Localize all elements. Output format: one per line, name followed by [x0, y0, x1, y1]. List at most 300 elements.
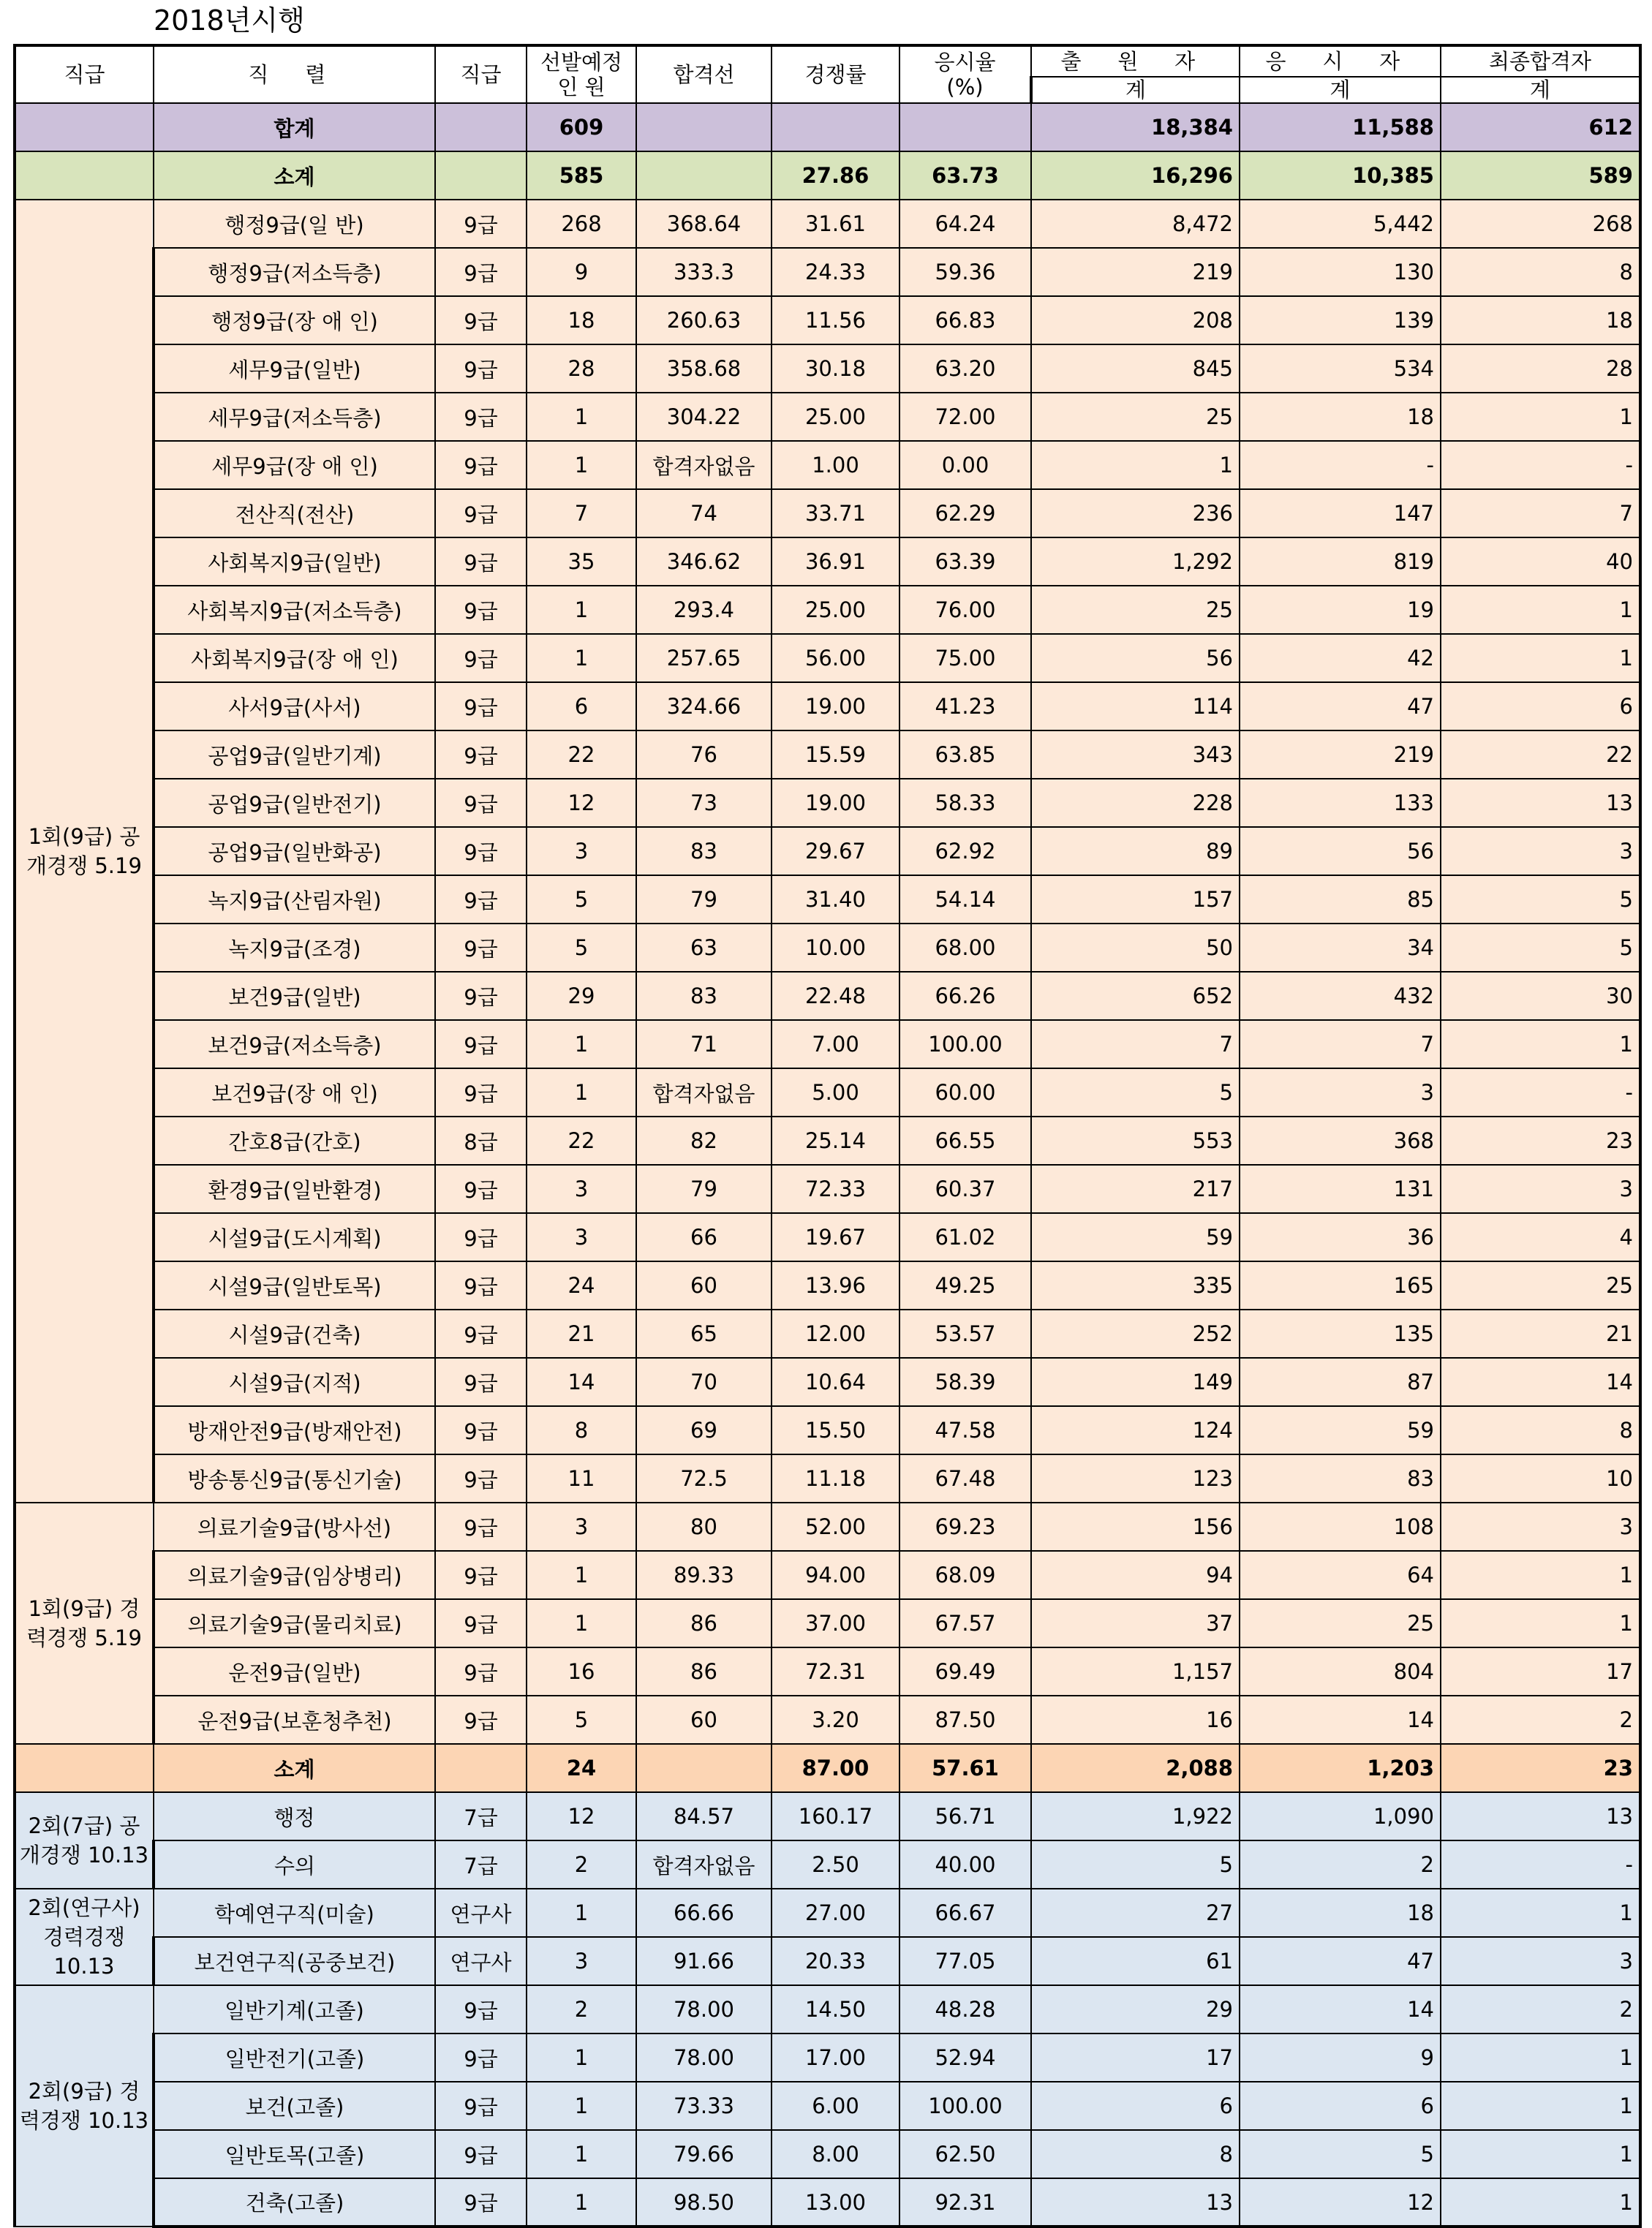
final-cell: 5 — [1441, 924, 1640, 972]
table-row — [15, 537, 1640, 586]
grade-cell: 9급 — [435, 972, 527, 1020]
applicants-cell: 27 — [1031, 1889, 1240, 1937]
planned-cell: 1 — [527, 1889, 636, 1937]
table-row — [15, 875, 1640, 924]
series-cell: 방재안전9급(방재안전) — [154, 1406, 435, 1454]
final-cell: - — [1441, 1068, 1640, 1117]
final-cell: 3 — [1441, 1937, 1640, 1985]
grade-cell: 연구사 — [435, 1889, 527, 1937]
planned-cell: 1 — [527, 1020, 636, 1068]
planned-cell: 28 — [527, 344, 636, 393]
examinees-cell: 819 — [1240, 537, 1441, 586]
group-label: 1회(9급) 경력경쟁 5.19 — [15, 1503, 154, 1744]
competition-cell: 20.33 — [772, 1937, 899, 1985]
planned-cell: 2 — [527, 1985, 636, 2033]
series-cell: 일반토목(고졸) — [154, 2130, 435, 2178]
group-label: 2회(7급) 공개경쟁 10.13 — [15, 1792, 154, 1889]
header-series: 직 렬 — [154, 45, 435, 103]
series-cell: 공업9급(일반기계) — [154, 730, 435, 779]
planned-cell: 5 — [527, 875, 636, 924]
table-row — [15, 827, 1640, 875]
rate-cell: 72.00 — [899, 393, 1031, 441]
cutoff-cell: 73.33 — [636, 2082, 772, 2130]
planned-cell: 1 — [527, 2130, 636, 2178]
cutoff-cell: 합격자없음 — [636, 441, 772, 489]
series-cell: 의료기술9급(방사선) — [154, 1503, 435, 1551]
grade-cell: 9급 — [435, 393, 527, 441]
rate-cell: 77.05 — [899, 1937, 1031, 1985]
final-cell: - — [1441, 1840, 1640, 1889]
series-cell: 학예연구직(미술) — [154, 1889, 435, 1937]
series-cell: 건축(고졸) — [154, 2178, 435, 2227]
rate-cell: 69.49 — [899, 1647, 1031, 1696]
table-row — [15, 730, 1640, 779]
rate-cell: 48.28 — [899, 1985, 1031, 2033]
competition-cell: 31.61 — [772, 200, 899, 248]
cutoff-cell: 60 — [636, 1696, 772, 1744]
competition-cell: 30.18 — [772, 344, 899, 393]
subtotal-examinees: 1,203 — [1240, 1744, 1441, 1792]
rate-cell: 67.57 — [899, 1599, 1031, 1647]
rate-cell: 49.25 — [899, 1261, 1031, 1310]
series-cell: 세무9급(일반) — [154, 344, 435, 393]
final-cell: 14 — [1441, 1358, 1640, 1406]
series-cell: 녹지9급(조경) — [154, 924, 435, 972]
rate-cell: 100.00 — [899, 1020, 1031, 1068]
applicants-cell: 236 — [1031, 489, 1240, 537]
table-row — [15, 2130, 1640, 2178]
table-row — [15, 1985, 1640, 2033]
final-cell: 1 — [1441, 393, 1640, 441]
final-cell: 28 — [1441, 344, 1640, 393]
examinees-cell: 36 — [1240, 1213, 1441, 1261]
series-cell: 환경9급(일반환경) — [154, 1165, 435, 1213]
table-row — [15, 924, 1640, 972]
final-cell: 1 — [1441, 634, 1640, 682]
rate-cell: 58.33 — [899, 779, 1031, 827]
grade-cell: 9급 — [435, 1454, 527, 1503]
final-cell: 18 — [1441, 296, 1640, 344]
series-cell: 보건9급(일반) — [154, 972, 435, 1020]
table-row — [15, 1792, 1640, 1840]
series-cell: 행정 — [154, 1792, 435, 1840]
series-cell: 보건9급(장 애 인) — [154, 1068, 435, 1117]
examinees-cell: 2 — [1240, 1840, 1441, 1889]
examinees-cell: 133 — [1240, 779, 1441, 827]
examinees-cell: 147 — [1240, 489, 1441, 537]
examinees-cell: 432 — [1240, 972, 1441, 1020]
grade-cell: 9급 — [435, 1068, 527, 1117]
series-cell: 시설9급(지적) — [154, 1358, 435, 1406]
rate-cell: 68.00 — [899, 924, 1031, 972]
examinees-cell: 130 — [1240, 248, 1441, 296]
examinees-cell: 219 — [1240, 730, 1441, 779]
examinees-cell: 18 — [1240, 1889, 1441, 1937]
rate-cell: 87.50 — [899, 1696, 1031, 1744]
table-row — [15, 634, 1640, 682]
subtotal-planned: 24 — [527, 1744, 636, 1792]
series-cell: 시설9급(건축) — [154, 1310, 435, 1358]
cutoff-cell: 358.68 — [636, 344, 772, 393]
examinees-cell: 9 — [1240, 2033, 1441, 2082]
series-cell: 전산직(전산) — [154, 489, 435, 537]
competition-cell: 17.00 — [772, 2033, 899, 2082]
table-row — [15, 1068, 1640, 1117]
rate-cell: 62.50 — [899, 2130, 1031, 2178]
examinees-cell: 12 — [1240, 2178, 1441, 2227]
table-row — [15, 2082, 1640, 2130]
applicants-cell: 553 — [1031, 1117, 1240, 1165]
planned-cell: 8 — [527, 1406, 636, 1454]
series-cell: 보건연구직(공중보건) — [154, 1937, 435, 1985]
table-row — [15, 1454, 1640, 1503]
competition-cell: 2.50 — [772, 1840, 899, 1889]
grade-cell: 9급 — [435, 827, 527, 875]
applicants-cell: 845 — [1031, 344, 1240, 393]
grade-cell: 9급 — [435, 2178, 527, 2227]
final-cell: 2 — [1441, 1696, 1640, 1744]
examinees-cell: 1,090 — [1240, 1792, 1441, 1840]
cutoff-cell: 80 — [636, 1503, 772, 1551]
cutoff-cell: 66.66 — [636, 1889, 772, 1937]
rate-cell: 66.26 — [899, 972, 1031, 1020]
planned-cell: 1 — [527, 2178, 636, 2227]
rate-cell: 66.67 — [899, 1889, 1031, 1937]
header-grade: 직급 — [435, 45, 527, 103]
applicants-cell: 217 — [1031, 1165, 1240, 1213]
series-cell: 시설9급(일반토목) — [154, 1261, 435, 1310]
examinees-cell: 85 — [1240, 875, 1441, 924]
table-row — [15, 296, 1640, 344]
table-row — [15, 1406, 1640, 1454]
cutoff-cell: 72.5 — [636, 1454, 772, 1503]
cutoff-cell: 368.64 — [636, 200, 772, 248]
group-label: 2회(9급) 경력경쟁 10.13 — [15, 1985, 154, 2227]
planned-cell: 268 — [527, 200, 636, 248]
subtotal-label: 소계 — [154, 151, 435, 200]
planned-cell: 3 — [527, 1165, 636, 1213]
competition-cell: 11.18 — [772, 1454, 899, 1503]
table-row — [15, 1310, 1640, 1358]
grade-cell: 9급 — [435, 682, 527, 730]
applicants-cell: 17 — [1031, 2033, 1240, 2082]
applicants-cell: 94 — [1031, 1551, 1240, 1599]
table-row — [15, 2033, 1640, 2082]
grade-cell: 9급 — [435, 200, 527, 248]
header-examinees-total: 계 — [1240, 77, 1441, 103]
rate-cell: 76.00 — [899, 586, 1031, 634]
competition-cell: 7.00 — [772, 1020, 899, 1068]
final-cell: 10 — [1441, 1454, 1640, 1503]
examinees-cell: 59 — [1240, 1406, 1441, 1454]
examinees-cell: 108 — [1240, 1503, 1441, 1551]
planned-cell: 1 — [527, 1599, 636, 1647]
subtotal-final: 23 — [1441, 1744, 1640, 1792]
rate-cell: 40.00 — [899, 1840, 1031, 1889]
examinees-cell: 5 — [1240, 2130, 1441, 2178]
examinees-cell: 14 — [1240, 1696, 1441, 1744]
final-cell: 22 — [1441, 730, 1640, 779]
applicants-cell: 5 — [1031, 1068, 1240, 1117]
examinees-cell: 64 — [1240, 1551, 1441, 1599]
final-cell: 1 — [1441, 1020, 1640, 1068]
cutoff-cell: 71 — [636, 1020, 772, 1068]
grade-cell: 9급 — [435, 1213, 527, 1261]
final-cell: 40 — [1441, 537, 1640, 586]
header-rate: 응시율 (%) — [899, 45, 1031, 103]
grade-cell: 9급 — [435, 875, 527, 924]
table-row — [15, 1937, 1640, 1985]
series-cell: 의료기술9급(임상병리) — [154, 1551, 435, 1599]
cutoff-cell: 82 — [636, 1117, 772, 1165]
rate-cell: 58.39 — [899, 1358, 1031, 1406]
competition-cell: 6.00 — [772, 2082, 899, 2130]
grade-cell: 9급 — [435, 441, 527, 489]
competition-cell: 1.00 — [772, 441, 899, 489]
grade-cell: 8급 — [435, 1117, 527, 1165]
grade-cell: 9급 — [435, 1696, 527, 1744]
series-cell: 보건9급(저소득층) — [154, 1020, 435, 1068]
cutoff-cell: 74 — [636, 489, 772, 537]
final-cell: 3 — [1441, 1503, 1640, 1551]
header-final-total: 계 — [1441, 77, 1640, 103]
applicants-cell: 343 — [1031, 730, 1240, 779]
final-cell: 13 — [1441, 1792, 1640, 1840]
competition-cell: 11.56 — [772, 296, 899, 344]
series-cell: 운전9급(보훈청추천) — [154, 1696, 435, 1744]
applicants-cell: 37 — [1031, 1599, 1240, 1647]
planned-cell: 6 — [527, 682, 636, 730]
planned-cell: 14 — [527, 1358, 636, 1406]
final-cell: 25 — [1441, 1261, 1640, 1310]
cutoff-cell: 78.00 — [636, 1985, 772, 2033]
grade-cell: 9급 — [435, 730, 527, 779]
cutoff-cell: 91.66 — [636, 1937, 772, 1985]
series-cell: 사서9급(사서) — [154, 682, 435, 730]
rate-cell: 60.37 — [899, 1165, 1031, 1213]
rate-cell: 64.24 — [899, 200, 1031, 248]
applicants-cell: 25 — [1031, 586, 1240, 634]
applicants-cell: 1,157 — [1031, 1647, 1240, 1696]
final-cell: 1 — [1441, 1889, 1640, 1937]
planned-cell: 1 — [527, 1068, 636, 1117]
table-row — [15, 682, 1640, 730]
series-cell: 녹지9급(산림자원) — [154, 875, 435, 924]
final-cell: 6 — [1441, 682, 1640, 730]
subtotal-applicants: 2,088 — [1031, 1744, 1240, 1792]
cutoff-cell: 304.22 — [636, 393, 772, 441]
applicants-cell: 56 — [1031, 634, 1240, 682]
competition-cell: 10.64 — [772, 1358, 899, 1406]
competition-cell: 29.67 — [772, 827, 899, 875]
subtotal-final: 589 — [1441, 151, 1640, 200]
competition-cell: 13.00 — [772, 2178, 899, 2227]
series-cell: 보건(고졸) — [154, 2082, 435, 2130]
series-cell: 사회복지9급(일반) — [154, 537, 435, 586]
cutoff-cell: 79 — [636, 875, 772, 924]
applicants-cell: 219 — [1031, 248, 1240, 296]
examinees-cell: 19 — [1240, 586, 1441, 634]
rate-cell: 61.02 — [899, 1213, 1031, 1261]
grade-cell: 9급 — [435, 344, 527, 393]
header-planned: 선발예정 인 원 — [527, 45, 636, 103]
total-planned: 609 — [527, 103, 636, 151]
examinees-cell: 368 — [1240, 1117, 1441, 1165]
rate-cell: 100.00 — [899, 2082, 1031, 2130]
applicants-cell: 156 — [1031, 1503, 1240, 1551]
examinees-cell: 42 — [1240, 634, 1441, 682]
cutoff-cell: 73 — [636, 779, 772, 827]
final-cell: 2 — [1441, 1985, 1640, 2033]
table-row — [15, 1647, 1640, 1696]
table-row — [15, 1358, 1640, 1406]
table-row — [15, 1840, 1640, 1889]
cutoff-cell: 78.00 — [636, 2033, 772, 2082]
cutoff-cell: 89.33 — [636, 1551, 772, 1599]
table-row — [15, 1261, 1640, 1310]
cutoff-cell: 260.63 — [636, 296, 772, 344]
planned-cell: 12 — [527, 1792, 636, 1840]
subtotal-rate: 57.61 — [899, 1744, 1031, 1792]
competition-cell: 36.91 — [772, 537, 899, 586]
header-final: 최종합격자 — [1441, 45, 1640, 77]
applicants-cell: 59 — [1031, 1213, 1240, 1261]
grade-cell: 9급 — [435, 1985, 527, 2033]
competition-cell: 25.00 — [772, 393, 899, 441]
rate-cell: 60.00 — [899, 1068, 1031, 1117]
header-applicants-total: 계 — [1031, 77, 1240, 103]
planned-cell: 5 — [527, 1696, 636, 1744]
planned-cell: 7 — [527, 489, 636, 537]
table-row — [15, 1165, 1640, 1213]
cutoff-cell: 66 — [636, 1213, 772, 1261]
rate-cell: 0.00 — [899, 441, 1031, 489]
planned-cell: 3 — [527, 1503, 636, 1551]
competition-cell: 25.00 — [772, 586, 899, 634]
planned-cell: 22 — [527, 1117, 636, 1165]
final-cell: 1 — [1441, 2082, 1640, 2130]
planned-cell: 3 — [527, 1937, 636, 1985]
applicants-cell: 16 — [1031, 1696, 1240, 1744]
cutoff-cell: 86 — [636, 1599, 772, 1647]
series-cell: 의료기술9급(물리치료) — [154, 1599, 435, 1647]
subtotal-row-7 — [15, 1744, 1640, 1792]
applicants-cell: 8,472 — [1031, 200, 1240, 248]
rate-cell: 69.23 — [899, 1503, 1031, 1551]
applicants-cell: 1,922 — [1031, 1792, 1240, 1840]
competition-cell: 22.48 — [772, 972, 899, 1020]
series-cell: 세무9급(저소득층) — [154, 393, 435, 441]
examinees-cell: 47 — [1240, 1937, 1441, 1985]
final-cell: 1 — [1441, 2033, 1640, 2082]
examinees-cell: 83 — [1240, 1454, 1441, 1503]
table-row — [15, 972, 1640, 1020]
competition-cell: 24.33 — [772, 248, 899, 296]
grade-cell: 9급 — [435, 2033, 527, 2082]
competition-cell: 72.31 — [772, 1647, 899, 1696]
competition-cell: 160.17 — [772, 1792, 899, 1840]
examinees-cell: 25 — [1240, 1599, 1441, 1647]
table-row — [15, 1889, 1640, 1937]
applicants-cell: 228 — [1031, 779, 1240, 827]
competition-cell: 94.00 — [772, 1551, 899, 1599]
planned-cell: 24 — [527, 1261, 636, 1310]
planned-cell: 22 — [527, 730, 636, 779]
final-cell: 1 — [1441, 2130, 1640, 2178]
grade-cell: 9급 — [435, 1599, 527, 1647]
examinees-cell: - — [1240, 441, 1441, 489]
examinees-cell: 165 — [1240, 1261, 1441, 1310]
planned-cell: 12 — [527, 779, 636, 827]
planned-cell: 3 — [527, 827, 636, 875]
rate-cell: 62.29 — [899, 489, 1031, 537]
examinees-cell: 56 — [1240, 827, 1441, 875]
group-label: 1회(9급) 공개경쟁 5.19 — [15, 200, 154, 1503]
grade-cell: 9급 — [435, 248, 527, 296]
subtotal-examinees: 10,385 — [1240, 151, 1441, 200]
table-row — [15, 200, 1640, 248]
grade-cell: 연구사 — [435, 1937, 527, 1985]
grade-cell: 9급 — [435, 1261, 527, 1310]
series-cell: 간호8급(간호) — [154, 1117, 435, 1165]
table-row — [15, 1503, 1640, 1551]
planned-cell: 2 — [527, 1840, 636, 1889]
final-cell: 8 — [1441, 1406, 1640, 1454]
grade-cell: 9급 — [435, 2082, 527, 2130]
rate-cell: 75.00 — [899, 634, 1031, 682]
grade-cell: 9급 — [435, 489, 527, 537]
rate-cell: 59.36 — [899, 248, 1031, 296]
total-applicants: 18,384 — [1031, 103, 1240, 151]
rate-cell: 63.20 — [899, 344, 1031, 393]
grade-cell: 9급 — [435, 1165, 527, 1213]
competition-cell: 15.59 — [772, 730, 899, 779]
grade-cell: 9급 — [435, 1551, 527, 1599]
applicants-cell: 13 — [1031, 2178, 1240, 2227]
subtotal-row-9 — [15, 151, 1640, 200]
table-row — [15, 779, 1640, 827]
rate-cell: 47.58 — [899, 1406, 1031, 1454]
series-cell: 공업9급(일반전기) — [154, 779, 435, 827]
series-cell: 사회복지9급(저소득층) — [154, 586, 435, 634]
subtotal-competition: 87.00 — [772, 1744, 899, 1792]
grade-cell: 9급 — [435, 779, 527, 827]
planned-cell: 1 — [527, 1551, 636, 1599]
series-cell: 행정9급(저소득층) — [154, 248, 435, 296]
planned-cell: 29 — [527, 972, 636, 1020]
group-label: 2회(연구사) 경력경쟁 10.13 — [15, 1889, 154, 1985]
planned-cell: 21 — [527, 1310, 636, 1358]
header-competition: 경쟁률 — [772, 45, 899, 103]
applicants-cell: 5 — [1031, 1840, 1240, 1889]
table-row — [15, 344, 1640, 393]
cutoff-cell: 346.62 — [636, 537, 772, 586]
applicants-cell: 89 — [1031, 827, 1240, 875]
rate-cell: 56.71 — [899, 1792, 1031, 1840]
examinees-cell: 34 — [1240, 924, 1441, 972]
table-row — [15, 393, 1640, 441]
final-cell: 3 — [1441, 1165, 1640, 1213]
planned-cell: 9 — [527, 248, 636, 296]
cutoff-cell: 합격자없음 — [636, 1068, 772, 1117]
rate-cell: 63.85 — [899, 730, 1031, 779]
cutoff-cell: 70 — [636, 1358, 772, 1406]
examinees-cell: 5,442 — [1240, 200, 1441, 248]
rate-cell: 63.39 — [899, 537, 1031, 586]
final-cell: 23 — [1441, 1117, 1640, 1165]
applicants-cell: 6 — [1031, 2082, 1240, 2130]
examinees-cell: 534 — [1240, 344, 1441, 393]
